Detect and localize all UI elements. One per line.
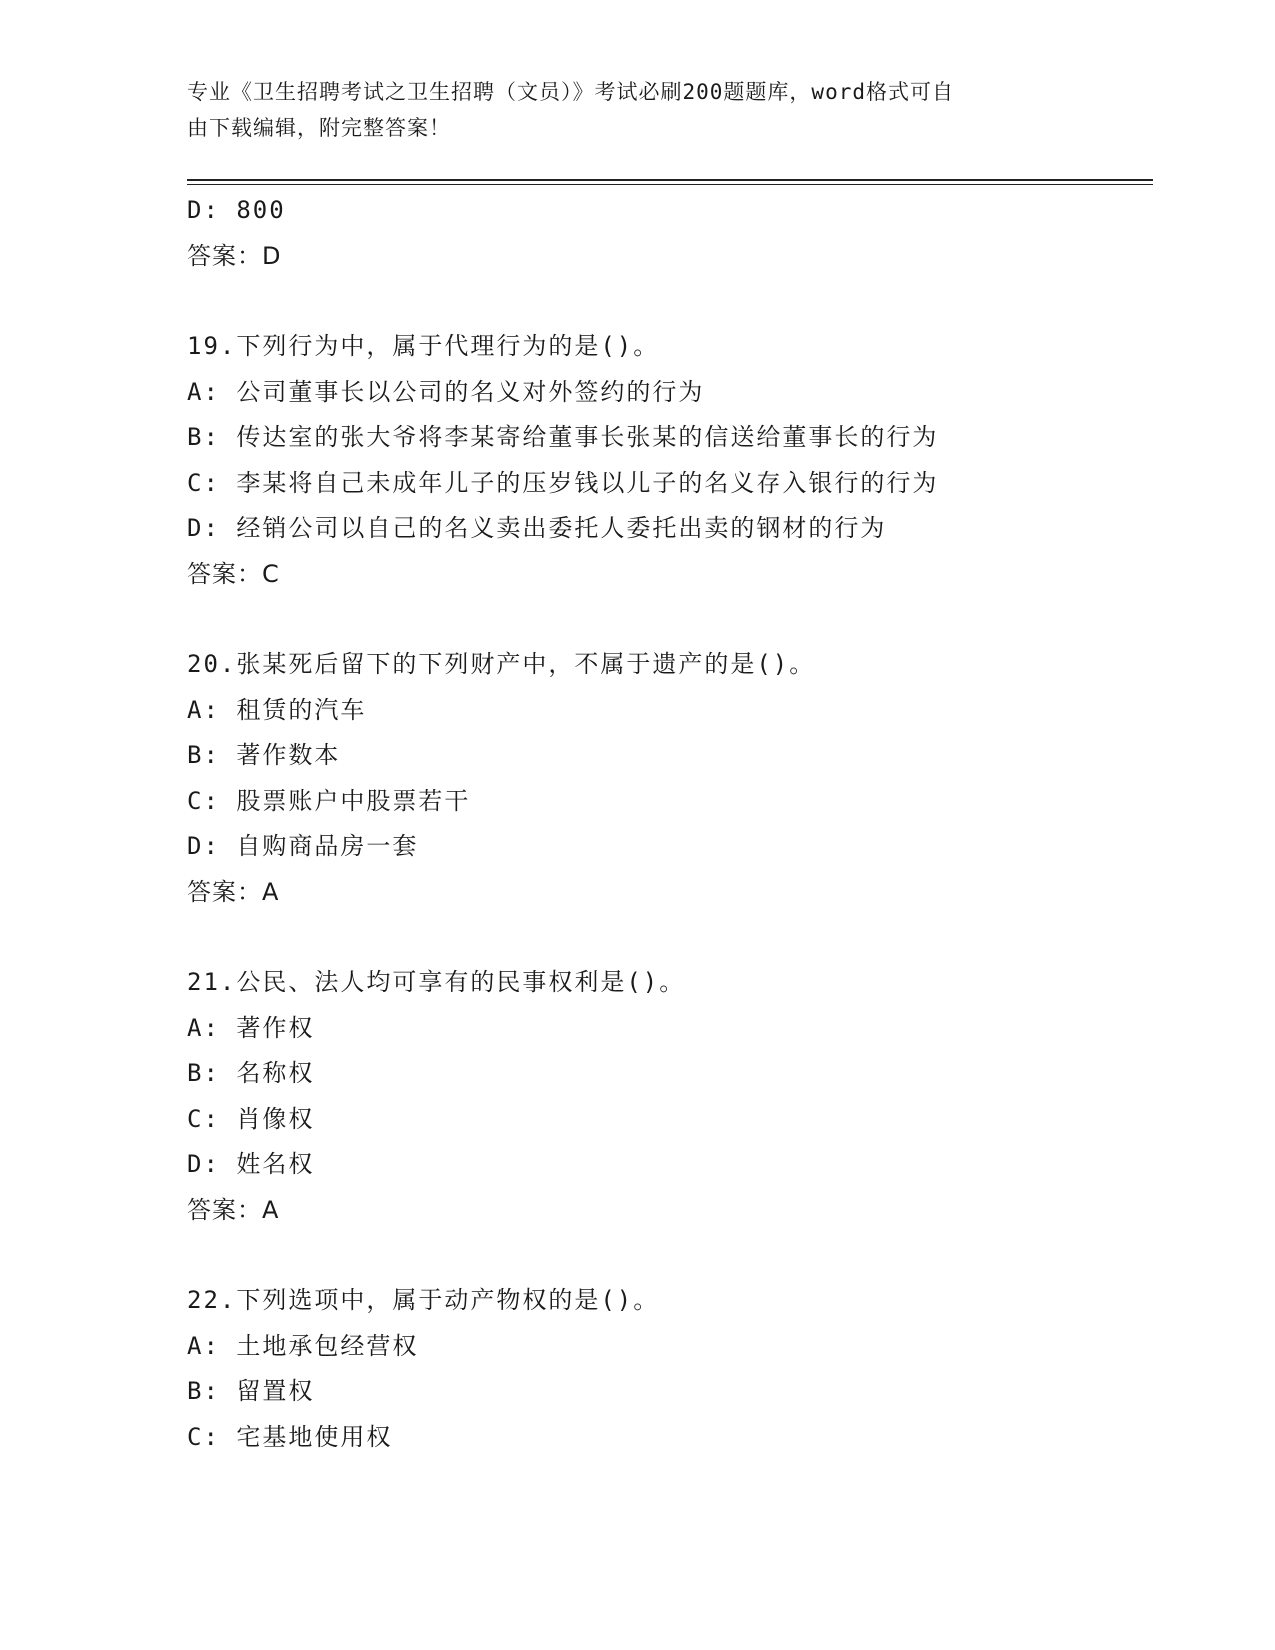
previous-question-tail: [187, 188, 1147, 279]
header-rule-thick: [187, 179, 1153, 181]
spacer: [187, 1233, 1147, 1278]
answer-line: 答案：D: [187, 241, 282, 270]
option-a: A: 公司董事长以公司的名义对外签约的行为: [187, 377, 705, 406]
option-a: A: 租赁的汽车: [187, 695, 367, 724]
question-22: [187, 1278, 1147, 1460]
spacer: [187, 279, 1147, 324]
option-a: A: 著作权: [187, 1013, 315, 1042]
question-stem: 19.下列行为中，属于代理行为的是()。: [187, 332, 660, 360]
answer-line: 答案：A: [187, 1195, 280, 1224]
answer-line: 答案：A: [187, 877, 280, 906]
header-title-line-2: 由下载编辑，附完整答案！: [187, 116, 451, 140]
option-d: D: 经销公司以自己的名义卖出委托人委托出卖的钢材的行为: [187, 514, 887, 542]
question-20: [187, 642, 1147, 915]
option-b: B: 传达室的张大爷将李某寄给董事长张某的信送给董事长的行为: [187, 423, 939, 451]
question-21: [187, 960, 1147, 1233]
spacer: [187, 915, 1147, 960]
option-d: D: 姓名权: [187, 1150, 315, 1178]
header-title-line-1: 专业《卫生招聘考试之卫生招聘（文员）》考试必刷200题题库，word格式可自: [187, 80, 954, 104]
option-b: B: 名称权: [187, 1059, 315, 1087]
question-stem: 20.张某死后留下的下列财产中，不属于遗产的是()。: [187, 650, 816, 678]
question-stem: 22.下列选项中，属于动产物权的是()。: [187, 1286, 660, 1314]
question-list: [187, 188, 1147, 1460]
option-c: C: 肖像权: [187, 1104, 315, 1133]
option-d: D: 800: [187, 196, 286, 224]
option-d: D: 自购商品房一套: [187, 832, 419, 860]
question-19: [187, 324, 1147, 597]
header-rule-thin: [187, 184, 1153, 185]
document-header: [187, 74, 1067, 146]
option-c: C: 李某将自己未成年儿子的压岁钱以儿子的名义存入银行的行为: [187, 468, 939, 497]
option-b: B: 留置权: [187, 1377, 315, 1405]
option-b: B: 著作数本: [187, 741, 341, 769]
spacer: [187, 597, 1147, 642]
question-stem: 21.公民、法人均可享有的民事权利是()。: [187, 968, 686, 996]
option-a: A: 土地承包经营权: [187, 1331, 419, 1360]
option-c: C: 宅基地使用权: [187, 1422, 393, 1451]
option-c: C: 股票账户中股票若干: [187, 786, 471, 815]
answer-line: 答案：C: [187, 559, 280, 588]
